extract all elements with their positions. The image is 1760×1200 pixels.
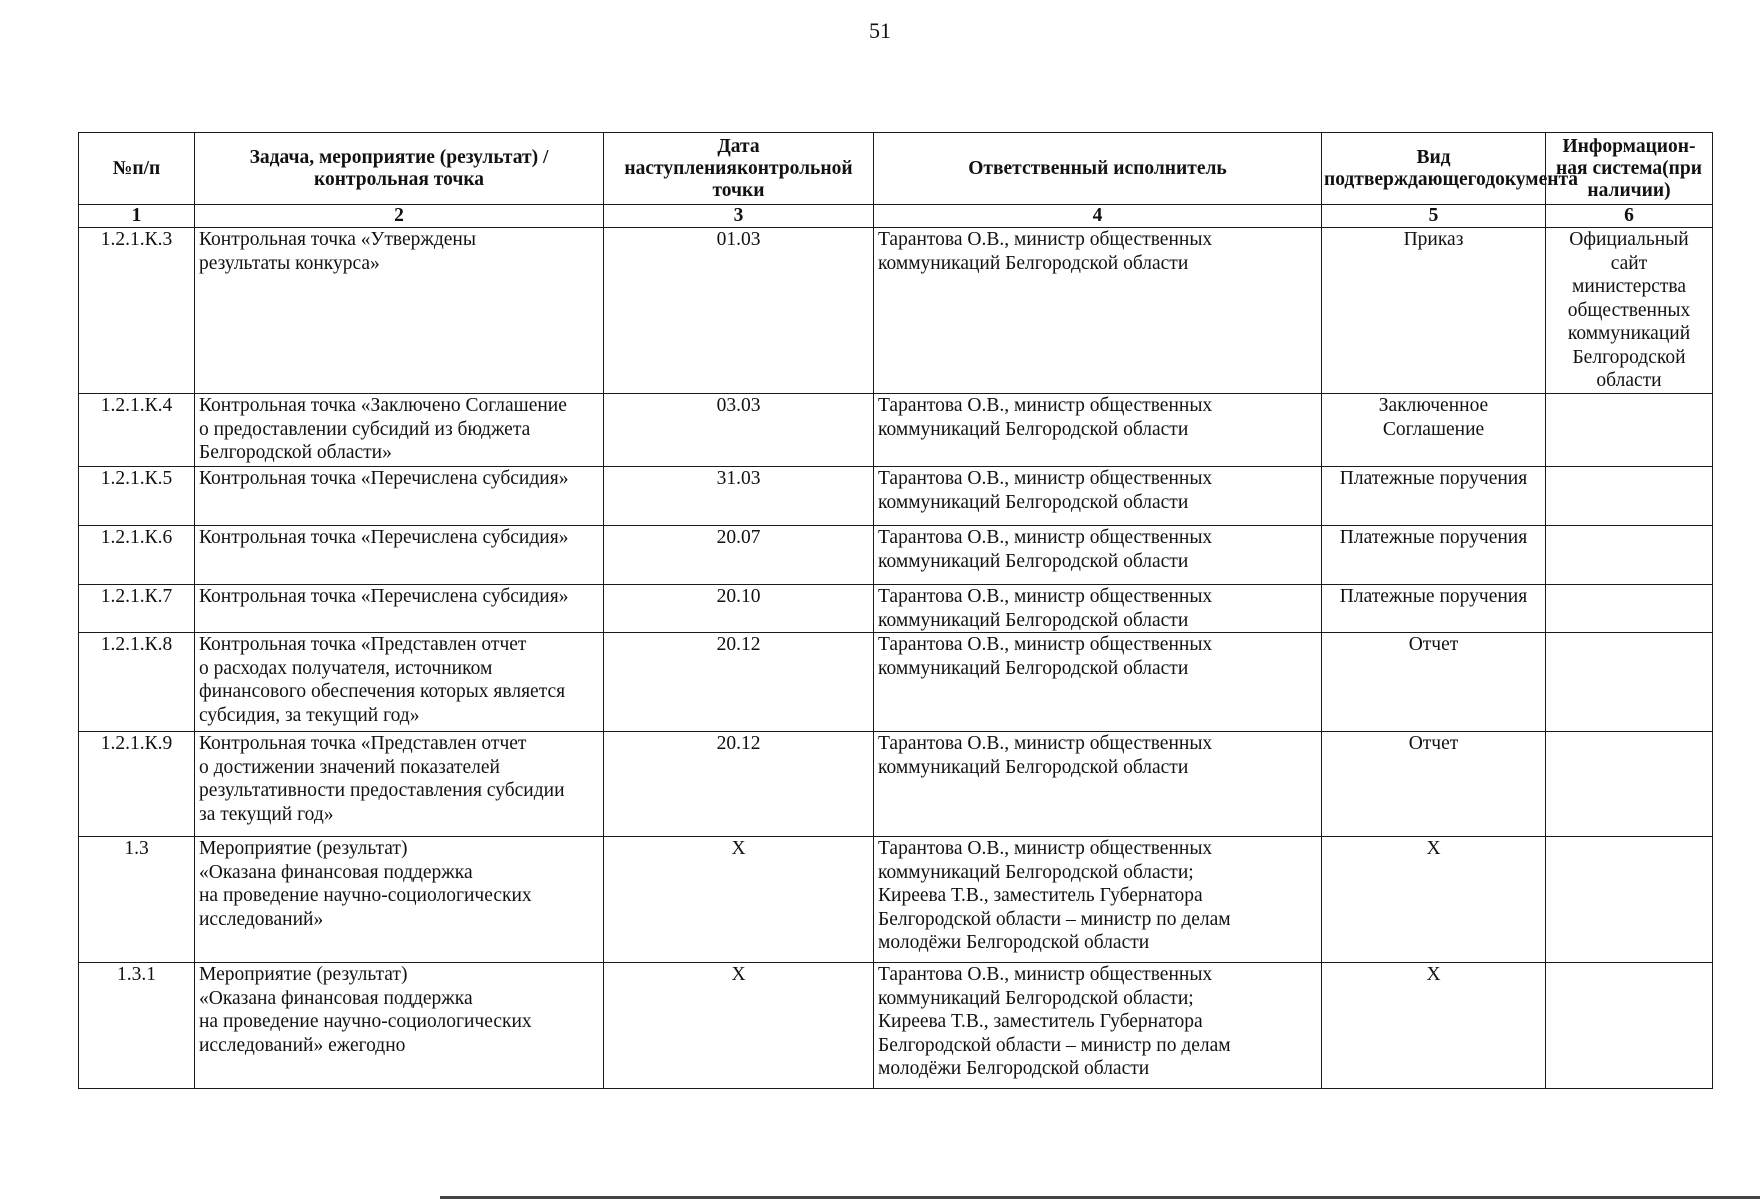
info-system-cell: [1546, 732, 1713, 837]
info-system-cell: [1546, 394, 1713, 467]
executor-cell-line: Белгородской области – министр по делам: [878, 908, 1231, 930]
executor-cell-line: коммуникаций Белгородской области: [878, 418, 1189, 440]
document-cell: [1322, 526, 1546, 585]
header-cell: [1322, 133, 1579, 205]
executor-cell-line: коммуникаций Белгородской области;: [878, 987, 1194, 1009]
executor-cell-line: Тарантова О.В., министр общественных: [878, 964, 1213, 985]
task-cell-line: финансового обеспечения которых является: [199, 681, 566, 702]
column-number-row: [79, 205, 1713, 228]
header-label-line: документа: [1485, 168, 1579, 190]
task-cell: [195, 228, 604, 394]
executor-cell: [874, 732, 1322, 837]
executor-cell-line: Белгородской области – министр по делам: [878, 1034, 1231, 1056]
header-label-line: контрольная точка: [313, 168, 485, 190]
row-number-cell: 1.2.1.К.3: [79, 228, 195, 394]
document-cell-line: Х: [1426, 964, 1441, 985]
task-cell-line: субсидия, за текущий год»: [199, 704, 420, 726]
column-number: 4: [874, 205, 1322, 228]
checkpoints-table: [78, 132, 1713, 1089]
header-label-line: п/п: [132, 157, 161, 179]
header-label-line: контрольной точки: [712, 157, 853, 201]
executor-cell: [874, 585, 1322, 633]
header-cell: [79, 133, 195, 205]
date-cell: 01.03: [604, 228, 874, 394]
task-cell-line: Белгородской области»: [199, 442, 392, 463]
date-cell: Х: [604, 963, 874, 1089]
task-cell-line: о предоставлении субсидий из бюджета: [199, 418, 531, 440]
info-system-cell: [1546, 633, 1713, 732]
task-cell-line: Мероприятие (результат): [199, 838, 408, 859]
task-cell-line: Контрольная точка «Заключено Соглашение: [199, 395, 567, 416]
executor-cell-line: Тарантова О.В., министр общественных: [878, 468, 1213, 489]
task-cell-line: Контрольная точка «Перечислена субсидия»: [199, 468, 569, 489]
task-cell: [195, 633, 604, 732]
task-cell-line: результативности предоставления субсидии: [199, 780, 565, 801]
scan-edge-line: [440, 1196, 1760, 1199]
row-number-cell: 1.2.1.К.6: [79, 526, 195, 585]
document-cell: [1322, 633, 1546, 732]
row-number-cell: 1.2.1.К.8: [79, 633, 195, 732]
info-system-cell: [1546, 228, 1713, 394]
task-cell: [195, 467, 604, 526]
task-cell-line: «Оказана финансовая поддержка: [199, 987, 473, 1009]
task-cell-line: о расходах получателя, источником: [199, 657, 493, 679]
header-cell: [874, 133, 1322, 205]
header-label-line: Вид подтверждающего: [1324, 146, 1486, 190]
executor-cell-line: коммуникаций Белгородской области: [878, 609, 1189, 631]
info-system-cell: [1546, 963, 1713, 1089]
header-label-line: Информацион-: [1562, 135, 1696, 157]
executor-cell-line: Тарантова О.В., министр общественных: [878, 634, 1213, 655]
executor-cell-line: Тарантова О.В., министр общественных: [878, 527, 1213, 548]
executor-cell-line: Тарантова О.В., министр общественных: [878, 733, 1213, 754]
header-label-line: (при наличии): [1587, 157, 1702, 201]
header-cell: [604, 133, 874, 205]
executor-cell: [874, 633, 1322, 732]
column-number: 1: [79, 205, 195, 228]
task-cell: [195, 732, 604, 837]
info-system-cell-line: коммуникаций: [1567, 323, 1691, 344]
column-number: 6: [1546, 205, 1713, 228]
table-row: [79, 526, 1713, 585]
info-system-cell: [1546, 526, 1713, 585]
table-row: [79, 633, 1713, 732]
executor-cell-line: молодёжи Белгородской области: [878, 932, 1150, 953]
executor-cell-line: коммуникаций Белгородской области: [878, 657, 1189, 679]
column-number: 5: [1322, 205, 1546, 228]
table-row: [79, 837, 1713, 963]
info-system-cell-line: области: [1596, 370, 1662, 391]
row-number-cell: 1.2.1.К.7: [79, 585, 195, 633]
date-cell: 20.12: [604, 732, 874, 837]
task-cell-line: исследований» ежегодно: [199, 1034, 406, 1056]
executor-cell: [874, 394, 1322, 467]
document-cell-line: Платежные поручения: [1339, 527, 1528, 548]
task-cell-line: Контрольная точка «Перечислена субсидия»: [199, 586, 569, 607]
row-number-cell: 1.2.1.К.4: [79, 394, 195, 467]
header-label-line: ная система: [1556, 157, 1663, 179]
task-cell-line: Мероприятие (результат): [199, 964, 408, 985]
executor-cell: [874, 228, 1322, 394]
executor-cell-line: Киреева Т.В., заместитель Губернатора: [878, 885, 1203, 906]
document-cell-line: Платежные поручения: [1339, 468, 1528, 489]
row-number-cell: 1.2.1.К.5: [79, 467, 195, 526]
task-cell-line: на проведение научно-социологических: [199, 885, 532, 906]
document-cell-line: Приказ: [1403, 229, 1464, 250]
table-row: [79, 732, 1713, 837]
executor-cell-line: коммуникаций Белгородской области: [878, 491, 1189, 513]
executor-cell-line: Тарантова О.В., министр общественных: [878, 586, 1213, 607]
document-cell-line: Отчет: [1408, 733, 1459, 754]
table-row: [79, 394, 1713, 467]
header-label-line: Ответственный исполнитель: [968, 157, 1227, 179]
task-cell-line: за текущий год»: [199, 803, 334, 825]
document-cell: [1322, 394, 1546, 467]
task-cell-line: результаты конкурса»: [199, 252, 380, 274]
date-cell: 20.07: [604, 526, 874, 585]
task-cell: [195, 526, 604, 585]
executor-cell-line: коммуникаций Белгородской области: [878, 550, 1189, 572]
info-system-cell-line: Официальный: [1569, 229, 1689, 250]
document-cell-line: Х: [1426, 838, 1441, 859]
executor-cell-line: коммуникаций Белгородской области: [878, 756, 1189, 778]
header-cell: [195, 133, 604, 205]
task-cell-line: на проведение научно-социологических: [199, 1011, 532, 1032]
page-number: 51: [869, 18, 891, 43]
task-cell-line: «Оказана финансовая поддержка: [199, 861, 473, 883]
table-header-row: [79, 133, 1713, 205]
date-cell: Х: [604, 837, 874, 963]
table-row: [79, 228, 1713, 394]
task-cell-line: исследований»: [199, 908, 324, 930]
document-cell: [1322, 837, 1546, 963]
document-cell-line: Платежные поручения: [1339, 586, 1528, 607]
header-label-line: Задача, мероприятие (результат) /: [249, 146, 549, 168]
row-number-cell: 1.3.1: [79, 963, 195, 1089]
task-cell-line: Контрольная точка «Перечислена субсидия»: [199, 527, 569, 548]
task-cell: [195, 837, 604, 963]
info-system-cell-line: министерства: [1571, 276, 1686, 297]
executor-cell: [874, 963, 1322, 1089]
task-cell-line: Контрольная точка «Утверждены: [199, 229, 476, 250]
info-system-cell: [1546, 585, 1713, 633]
info-system-cell-line: сайт: [1610, 252, 1648, 274]
document-cell-line: Заключенное: [1378, 395, 1489, 416]
executor-cell: [874, 837, 1322, 963]
table-row: [79, 585, 1713, 633]
document-cell-line: Соглашение: [1382, 418, 1485, 440]
task-cell: [195, 585, 604, 633]
document-cell: [1322, 732, 1546, 837]
document-cell: [1322, 585, 1546, 633]
table-row: [79, 467, 1713, 526]
executor-cell-line: Тарантова О.В., министр общественных: [878, 229, 1213, 250]
info-system-cell-line: общественных: [1567, 299, 1691, 321]
info-system-cell: [1546, 837, 1713, 963]
info-system-cell: [1546, 467, 1713, 526]
info-system-cell-line: Белгородской: [1572, 346, 1686, 368]
row-number-cell: 1.2.1.К.9: [79, 732, 195, 837]
task-cell: [195, 963, 604, 1089]
row-number-cell: 1.3: [79, 837, 195, 963]
document-cell: [1322, 963, 1546, 1089]
task-cell-line: о достижении значений показателей: [199, 756, 500, 778]
executor-cell-line: Киреева Т.В., заместитель Губернатора: [878, 1011, 1203, 1032]
column-number: 3: [604, 205, 874, 228]
executor-cell: [874, 467, 1322, 526]
date-cell: 20.10: [604, 585, 874, 633]
header-label-line: №: [112, 157, 133, 179]
date-cell: 31.03: [604, 467, 874, 526]
task-cell-line: Контрольная точка «Представлен отчет: [199, 733, 527, 754]
table-row: [79, 963, 1713, 1089]
date-cell: 03.03: [604, 394, 874, 467]
executor-cell: [874, 526, 1322, 585]
executor-cell-line: коммуникаций Белгородской области;: [878, 861, 1194, 883]
executor-cell-line: Тарантова О.В., министр общественных: [878, 395, 1213, 416]
task-cell-line: Контрольная точка «Представлен отчет: [199, 634, 527, 655]
header-label-line: Дата наступления: [624, 135, 760, 179]
task-cell: [195, 394, 604, 467]
executor-cell-line: коммуникаций Белгородской области: [878, 252, 1189, 274]
document-cell: [1322, 467, 1546, 526]
column-number: 2: [195, 205, 604, 228]
executor-cell-line: Тарантова О.В., министр общественных: [878, 838, 1213, 859]
header-cell: [1546, 133, 1713, 205]
document-cell: [1322, 228, 1546, 394]
document-cell-line: Отчет: [1408, 634, 1459, 655]
executor-cell-line: молодёжи Белгородской области: [878, 1058, 1150, 1079]
date-cell: 20.12: [604, 633, 874, 732]
